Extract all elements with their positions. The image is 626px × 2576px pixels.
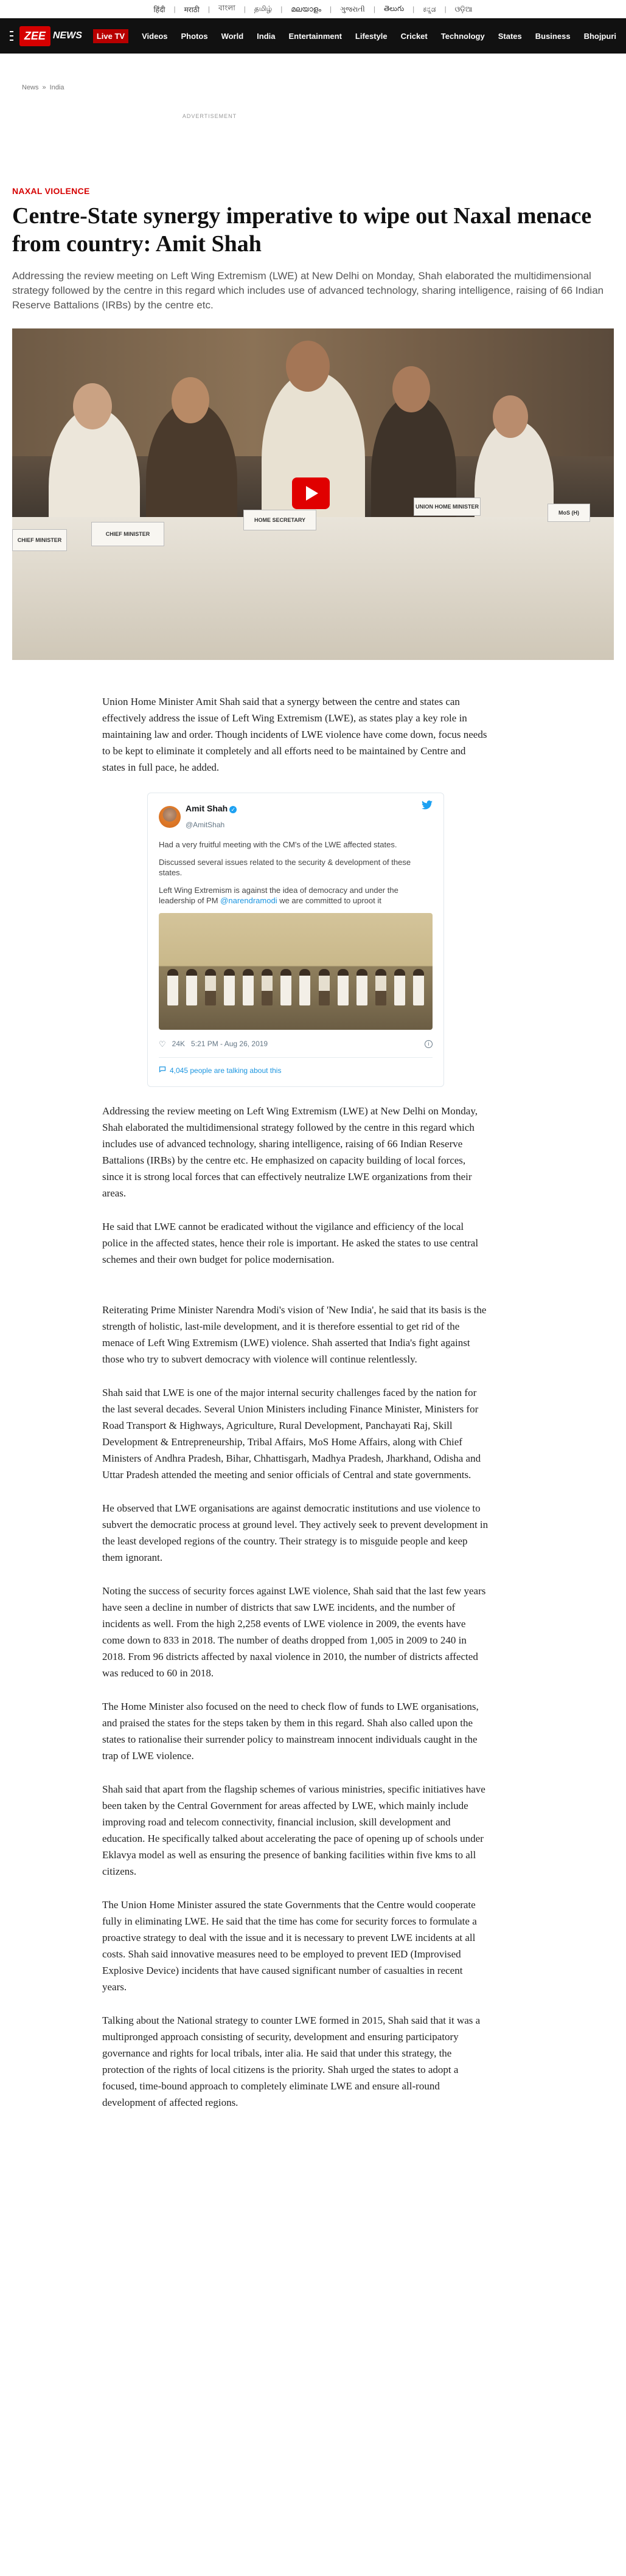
article-category[interactable]: NAXAL VIOLENCE <box>12 186 90 196</box>
name-placard: MoS (H) <box>548 504 590 522</box>
name-placard: HOME SECRETARY <box>243 510 316 530</box>
advertisement-label: ADVERTISEMENT <box>182 113 237 119</box>
nav-item-photos[interactable]: Photos <box>181 31 208 41</box>
separator: | <box>207 5 210 13</box>
nav-item-technology[interactable]: Technology <box>440 31 485 41</box>
tweet-talking-text: 4,045 people are talking about this <box>170 1066 282 1075</box>
separator: | <box>412 5 415 13</box>
nav-item-videos[interactable]: Videos <box>142 31 168 41</box>
tweet-likes[interactable]: 24K <box>172 1040 186 1048</box>
lang-link[interactable]: ಕನ್ನಡ <box>423 4 436 13</box>
heart-icon[interactable]: ♡ <box>159 1040 166 1049</box>
separator: | <box>243 5 246 13</box>
name-placard: CHIEF MINISTER <box>12 529 67 551</box>
article-paragraph: He said that LWE cannot be eradicated without the vigilance and efficiency of the local police in the affected states, hence their role is important. He asked the states to use central schemes and their own budget for police modernisation. <box>102 1221 479 1265</box>
separator: | <box>330 5 332 13</box>
tweet-user[interactable] <box>159 800 237 833</box>
tweet-author-name[interactable]: Amit Shah <box>186 804 228 813</box>
lang-link[interactable]: ગુજરાતી <box>340 4 365 13</box>
nav-item-cricket[interactable]: Cricket <box>400 31 428 41</box>
tweet-mention-link[interactable]: @narendramodi <box>220 896 277 905</box>
nav-item-india[interactable]: India <box>257 31 276 41</box>
tweet-line: Discussed several issues related to the security & development of these states. <box>159 858 411 877</box>
site-logo[interactable] <box>19 24 82 47</box>
lang-link[interactable]: বাংলা <box>218 4 235 12</box>
article-paragraph: Reiterating Prime Minister Narendra Modi's vision of 'New India', he said that its basis is the strength of holistic, last-mile development, and it is therefore essential to get rid of the menace of Left Wing Extremism (LWE) violence. Shah asserted that India's fight against those who try to subvert democracy with violence will continue relentlessly. <box>102 1304 487 1365</box>
avatar[interactable] <box>159 806 181 828</box>
lang-link[interactable]: हिंदी <box>153 5 165 14</box>
separator: | <box>173 5 176 13</box>
menu-icon[interactable] <box>10 31 13 41</box>
person-head <box>286 341 330 392</box>
tweet-line: Had a very fruitful meeting with the CM's of the LWE affected states. <box>159 840 397 849</box>
nav-item-entertainment[interactable]: Entertainment <box>288 31 342 41</box>
nav-item-states[interactable]: States <box>498 31 522 41</box>
nav-item-world[interactable]: World <box>221 31 244 41</box>
article-paragraph: Talking about the National strategy to counter LWE formed in 2015, Shah said that it was a multipronged approach consisting of security, development and ensuring participatory governance and rights for local tribals, inter alia. He said that under this strategy, the protection of the rights of local citizens is the priority. Shah urged the states to adopt a focused, time-bound approach to completely eliminate LWE and ensure all-round development of affected regions. <box>102 2015 481 2108</box>
nav-items <box>93 29 616 43</box>
nav-item-business[interactable]: Business <box>535 31 571 41</box>
nav-item-bhojpuri[interactable]: Bhojpuri <box>583 31 616 41</box>
twitter-bird-icon[interactable] <box>422 800 433 810</box>
tweet-text <box>159 839 433 906</box>
separator: | <box>444 5 447 13</box>
main-nav <box>0 18 626 54</box>
article-paragraph: Shah said that LWE is one of the major internal security challenges faced by the nation for the last several decades. Several Union Ministers including Finance Minister, Ministers for Road Transport & Highways, Agriculture, Rural Development, Panchayati Raj, Skill Development & Entrepreneurship, Tribal Affairs, MoS Home Affairs, along with Chief Ministers of Andhra Pradesh, Bihar, Chhattisgarh, Madhya Pradesh, Jharkhand, Odisha and Uttar Pradesh attended the meeting and senior officials of Central and state governments. <box>102 1387 481 1481</box>
tweet-line <box>159 885 433 906</box>
tweet-line-text: we are committed to uproot it <box>277 896 381 905</box>
play-button-icon[interactable] <box>292 477 330 509</box>
person-head <box>392 366 430 412</box>
breadcrumb-separator: » <box>42 84 46 91</box>
embedded-tweet[interactable] <box>147 793 444 1087</box>
person-head <box>172 377 209 423</box>
breadcrumb-home[interactable]: News <box>22 84 39 91</box>
lang-link[interactable]: മലയാളം <box>291 4 322 13</box>
person-head <box>73 383 112 429</box>
breadcrumb-section[interactable]: India <box>49 84 64 91</box>
article-summary: Addressing the review meeting on Left Wing Extremism (LWE) at New Delhi on Monday, Shah elaborated the multidimensional strategy followed by the centre in this regard which includes use of advanced technology, sharing intelligence, raising of 66 Indian Reserve Battalions (IRBs) by the centre etc. <box>12 270 604 311</box>
separator: | <box>280 5 283 13</box>
person-head <box>493 395 528 438</box>
lang-link[interactable]: मराठी <box>184 5 200 14</box>
tweet-timestamp[interactable]: 5:21 PM - Aug 26, 2019 <box>191 1040 268 1048</box>
tweet-handle[interactable]: @AmitShah <box>186 821 225 829</box>
lang-link[interactable]: தமிழ் <box>254 4 273 13</box>
separator: | <box>373 5 375 13</box>
article-body <box>102 693 489 2111</box>
hero-video[interactable] <box>12 328 614 660</box>
photo-people <box>167 969 424 1005</box>
article-paragraph: He observed that LWE organisations are against democratic institutions and use violence to subvert the democratic process at ground level. They actively seek to prevent development in the least developed regions of the country. Their strategy is to misguide people and keep them ignorant. <box>102 1502 489 1563</box>
comment-icon <box>159 1063 166 1079</box>
tweet-talking-link[interactable] <box>159 1063 433 1079</box>
logo-news: NEWS <box>52 30 82 41</box>
tweet-meta <box>159 1036 433 1058</box>
lang-link[interactable]: ଓଡ଼ିଆ <box>454 4 473 13</box>
article-paragraph: The Union Home Minister assured the state Governments that the Centre would cooperate fully in eliminating LWE. He said that the time has come for security forces to formulate a proactive strategy to deal with the issue and it is necessary to prevent LWE incidents at all costs. Shah said innovative measures need to be employed to prevent IED (Improvised Explosive Device) incidents that have caused significant number of casualties in recent years. <box>102 1899 477 1993</box>
lang-link[interactable]: తెలుగు <box>383 4 405 13</box>
article-paragraph: Addressing the review meeting on Left Wing Extremism (LWE) at New Delhi on Monday, Shah elaborated the multidimensional strategy followed by the centre in this regard which includes use of advanced technology, sharing intelligence, raising of 66 Indian Reserve Battalions (IRBs) by the centre etc. He emphasized on capacity building of local forces, since it is strong local forces that can effectively neutralize LWE organizations from their areas. <box>102 1105 478 1199</box>
name-placard: UNION HOME MINISTER <box>414 498 481 516</box>
nav-item-live-tv[interactable]: Live TV <box>93 29 128 43</box>
logo-zee: ZEE <box>19 26 50 46</box>
verified-badge-icon: ✓ <box>229 806 237 813</box>
article-paragraph: Noting the success of security forces against LWE violence, Shah said that the last few years have seen a decline in number of districts that saw LWE incidents, and the number of incidents as well. From the high 2,258 events of LWE violence in 2009, the events have come down to 833 in 2018. The number of deaths dropped from 1,005 in 2009 to 240 in 2018. From 96 districts affected by naxal violence in 2010, the number of districts affected was reduced to 60 in 2018. <box>102 1585 486 1679</box>
article-paragraph: Union Home Minister Amit Shah said that a synergy between the centre and states can effectively address the issue of Left Wing Extremism (LWE), as states play a key role in maintaining law and order. Though incidents of LWE violence have come down, focus needs to be kept to eliminate it completely and all efforts need to be maintained by Centre and states in full pace, he added. <box>102 696 487 773</box>
name-placard: CHIEF MINISTER <box>91 522 164 546</box>
article-paragraph: The Home Minister also focused on the need to check flow of funds to LWE organisations, and praised the states for the steps taken by them in this regard. Shah also called upon the states to rationalise their surrender policy to mainstream innocent individuals caught in the trap of LWE violence. <box>102 1701 479 1762</box>
tweet-photo[interactable] <box>159 913 433 1030</box>
tweet-line-text: Left Wing Extremism is against the idea of democracy and under the leadership of PM <box>159 886 398 905</box>
tweet-header <box>159 800 433 833</box>
article-headline: Centre-State synergy imperative to wipe out Naxal menace from country: Amit Shah <box>12 203 592 257</box>
breadcrumb <box>0 54 626 91</box>
info-icon[interactable]: i <box>425 1040 433 1048</box>
language-bar <box>0 0 626 18</box>
nav-item-lifestyle[interactable]: Lifestyle <box>355 31 388 41</box>
article-paragraph: Shah said that apart from the flagship schemes of various ministries, specific initiatives have been taken by the Central Government for areas affected by LWE, which mainly include improving road and telecom connectivity, financial inclusion, skill development and education. He specifically talked about accelerating the pace of opening up of schools under Eklavya model as well as ensuring the presence of banking facilities within five kms to all citizens. <box>102 1783 485 1877</box>
